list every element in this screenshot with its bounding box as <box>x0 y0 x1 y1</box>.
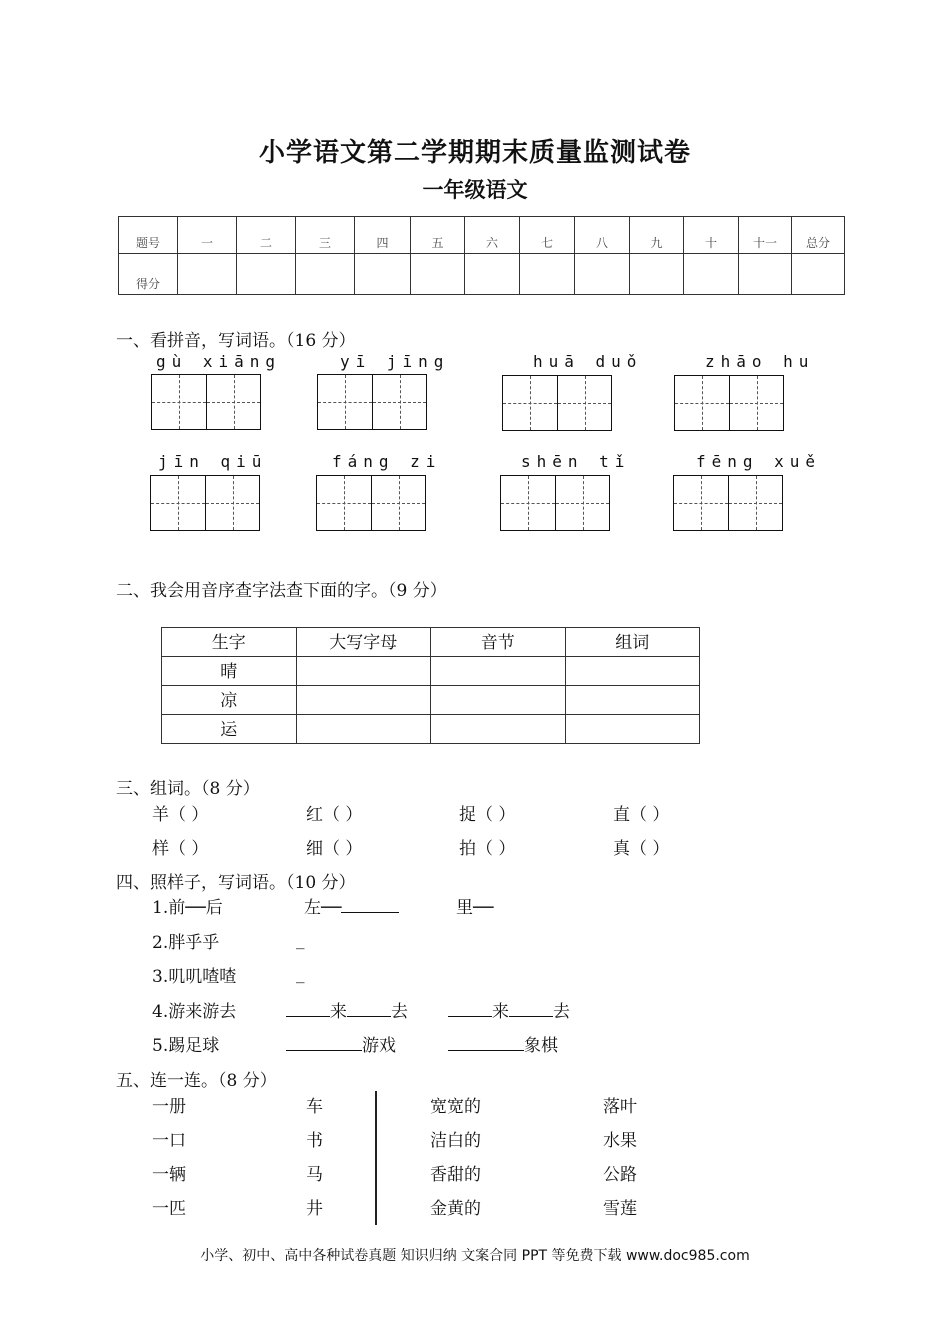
writing-grid[interactable] <box>317 374 427 430</box>
word-item[interactable]: 细（ ） <box>306 839 363 859</box>
score-input-cell[interactable] <box>739 254 792 295</box>
score-header-cell: 八 <box>575 217 630 254</box>
match-item[interactable]: 一口 <box>152 1131 186 1151</box>
lookup-char: 凉 <box>162 686 297 715</box>
q4-item: 5.踢足球 <box>152 1036 220 1056</box>
word-item[interactable]: 直（ ） <box>613 805 670 825</box>
lookup-header: 大写字母 <box>296 628 431 657</box>
q2-heading: 二、我会用音序查字法查下面的字。（9 分） <box>116 581 447 601</box>
page-title: 小学语文第二学期期末质量监测试卷 <box>258 138 691 168</box>
score-input-cell[interactable] <box>575 254 630 295</box>
answer-blank[interactable]: _ <box>296 964 305 984</box>
word-item[interactable]: 捉（ ） <box>459 805 516 825</box>
writing-grid[interactable] <box>151 374 261 430</box>
lookup-answer-cell[interactable] <box>565 715 700 744</box>
q4-text: 来 <box>492 1002 509 1022</box>
score-header-cell: 九 <box>630 217 684 254</box>
column-divider <box>375 1091 377 1225</box>
q4-text: 去 <box>553 1002 570 1022</box>
q4-example: 1.前──后 <box>152 898 223 918</box>
answer-blank[interactable] <box>286 1000 330 1017</box>
match-item[interactable]: 车 <box>306 1097 323 1117</box>
q4-item: 里── <box>456 898 494 918</box>
match-item[interactable]: 雪莲 <box>603 1199 637 1219</box>
writing-grid[interactable] <box>500 475 610 531</box>
score-input-cell[interactable] <box>684 254 739 295</box>
lookup-answer-cell[interactable] <box>431 715 566 744</box>
q1-heading: 一、看拼音，写词语。（16 分） <box>116 331 356 351</box>
score-input-cell[interactable] <box>792 254 845 295</box>
score-input-cell[interactable] <box>355 254 411 295</box>
word-item[interactable]: 真（ ） <box>613 839 670 859</box>
match-item[interactable]: 宽宽的 <box>430 1097 481 1117</box>
answer-blank[interactable] <box>286 1034 362 1051</box>
pinyin-label: jīn qiū <box>158 452 268 471</box>
score-header-cell: 一 <box>178 217 237 254</box>
match-item[interactable]: 一辆 <box>152 1165 186 1185</box>
pinyin-label: huā duǒ <box>533 352 643 371</box>
writing-grid[interactable] <box>150 475 260 531</box>
match-item[interactable]: 落叶 <box>603 1097 637 1117</box>
lookup-char: 运 <box>162 715 297 744</box>
score-header-cell: 总分 <box>792 217 845 254</box>
lookup-answer-cell[interactable] <box>296 657 431 686</box>
q4-item <box>448 1031 558 1056</box>
q4-text: 游戏 <box>362 1036 396 1056</box>
score-input-cell[interactable] <box>296 254 355 295</box>
lookup-answer-cell[interactable] <box>296 715 431 744</box>
word-item[interactable]: 红（ ） <box>306 805 363 825</box>
word-item[interactable]: 样（ ） <box>152 839 209 859</box>
score-header-cell: 七 <box>520 217 575 254</box>
match-item[interactable]: 金黄的 <box>430 1199 481 1219</box>
q4-item: 3.叽叽喳喳 <box>152 967 237 987</box>
q4-item: 4.游来游去 <box>152 1002 237 1022</box>
score-header-cell: 六 <box>465 217 520 254</box>
pinyin-label: fēng xuě <box>696 452 822 471</box>
q3-heading: 三、组词。（8 分） <box>116 779 260 799</box>
score-header-cell: 二 <box>237 217 296 254</box>
pinyin-label: zhāo hu <box>705 352 815 371</box>
score-input-cell[interactable] <box>411 254 465 295</box>
lookup-header: 音节 <box>431 628 566 657</box>
score-header-cell: 题号 <box>119 217 178 254</box>
score-input-cell[interactable] <box>178 254 237 295</box>
q4-item <box>286 997 408 1022</box>
pinyin-label: yī jīng <box>340 352 450 371</box>
answer-blank[interactable]: _ <box>296 930 305 950</box>
pinyin-label: fáng zi <box>332 452 442 471</box>
match-item[interactable]: 马 <box>306 1165 323 1185</box>
q4-prompt: 左── <box>304 898 342 918</box>
score-input-cell[interactable] <box>237 254 296 295</box>
score-row-label: 得分 <box>119 254 178 295</box>
answer-blank[interactable] <box>509 1000 553 1017</box>
q5-heading: 五、连一连。（8 分） <box>116 1071 277 1091</box>
score-header-cell: 四 <box>355 217 411 254</box>
match-item[interactable]: 洁白的 <box>430 1131 481 1151</box>
page-subtitle: 一年级语文 <box>422 178 528 202</box>
q4-item: 2.胖乎乎 <box>152 933 220 953</box>
score-header-cell: 十 <box>684 217 739 254</box>
q4-text: 象棋 <box>524 1036 558 1056</box>
lookup-header: 组词 <box>565 628 700 657</box>
word-item[interactable]: 拍（ ） <box>459 839 516 859</box>
score-input-cell[interactable] <box>465 254 520 295</box>
writing-grid[interactable] <box>502 375 612 431</box>
lookup-answer-cell[interactable] <box>431 686 566 715</box>
answer-blank[interactable] <box>448 1000 492 1017</box>
score-input-cell[interactable] <box>630 254 684 295</box>
score-header-cell: 五 <box>411 217 465 254</box>
match-item[interactable]: 一册 <box>152 1097 186 1117</box>
lookup-char: 晴 <box>162 657 297 686</box>
score-header-cell: 三 <box>296 217 355 254</box>
lookup-answer-cell[interactable] <box>296 686 431 715</box>
lookup-table <box>161 627 700 744</box>
score-header-cell: 十一 <box>739 217 792 254</box>
match-item[interactable]: 公路 <box>603 1165 637 1185</box>
match-item[interactable]: 水果 <box>603 1131 637 1151</box>
q4-item <box>304 893 399 918</box>
writing-grid[interactable] <box>674 375 784 431</box>
writing-grid[interactable] <box>673 475 783 531</box>
lookup-header: 生字 <box>162 628 297 657</box>
word-item[interactable]: 羊（ ） <box>152 805 209 825</box>
lookup-answer-cell[interactable] <box>431 657 566 686</box>
match-item[interactable]: 香甜的 <box>430 1165 481 1185</box>
pinyin-label: gù xiāng <box>156 352 282 371</box>
lookup-answer-cell[interactable] <box>565 657 700 686</box>
pinyin-label: shēn tǐ <box>521 452 631 471</box>
match-item[interactable]: 书 <box>306 1131 323 1151</box>
lookup-answer-cell[interactable] <box>565 686 700 715</box>
score-input-cell[interactable] <box>520 254 575 295</box>
answer-blank[interactable] <box>341 896 399 913</box>
match-item[interactable]: 一匹 <box>152 1199 186 1219</box>
q4-item <box>286 1031 396 1056</box>
q4-text: 来 <box>330 1002 347 1022</box>
footer-text: 小学、初中、高中各种试卷真题 知识归纳 文案合同 PPT 等免费下载 www.doc985.com <box>200 1248 750 1264</box>
match-item[interactable]: 井 <box>306 1199 323 1219</box>
q4-heading: 四、照样子，写词语。（10 分） <box>116 873 356 893</box>
answer-blank[interactable] <box>448 1034 524 1051</box>
q4-item <box>448 997 570 1022</box>
score-table <box>118 216 845 295</box>
writing-grid[interactable] <box>316 475 426 531</box>
answer-blank[interactable] <box>347 1000 391 1017</box>
q4-text: 去 <box>391 1002 408 1022</box>
